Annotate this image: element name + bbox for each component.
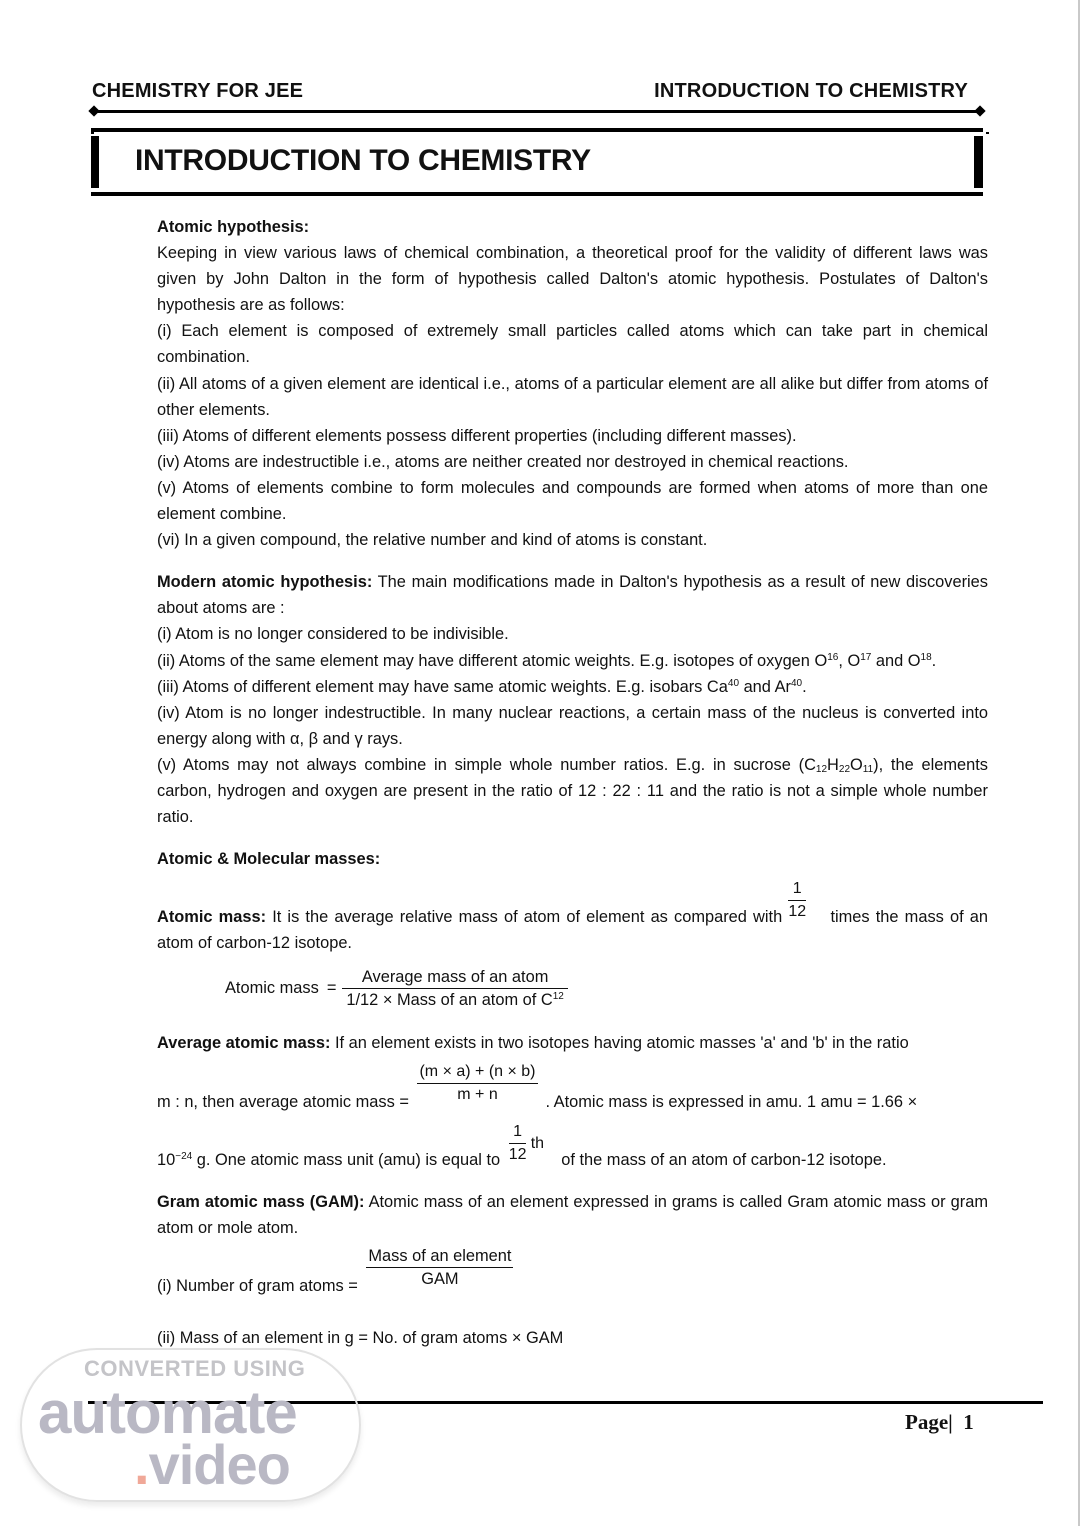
section-heading-modern-hypothesis: Modern atomic hypothesis: [157, 573, 373, 592]
modification-item: (iv) Atom is no longer indestructible. In many nuclear reactions, a certain mass of the nucleus is converted into energy along with α, β and γ rays. [157, 703, 988, 748]
average-atomic-mass-formula-line: m : n, then average atomic mass = (m × a) + (n × b) m + n . Atomic mass is expressed in amu. 1 amu = 1.66 × [157, 1062, 918, 1111]
page-number: Page| 1 [905, 1410, 974, 1434]
modification-item: (iii) Atoms of different element may have same atomic weights. E.g. isobars Ca$^{40}$ and Ar$^{40}$. [157, 677, 807, 696]
postulate-item: (i) Each element is composed of extremely small particles called atoms which can take part in chemical combination. [157, 322, 988, 367]
section-heading-masses: Atomic & Molecular masses: [157, 850, 381, 869]
fraction-one-twelfth: 1 12 [788, 880, 807, 921]
postulate-item: (vi) In a given compound, the relative number and kind of atoms is constant. [157, 531, 708, 550]
amu-definition: $10^{-24}$ g. One atomic mass unit (amu) is equal to 1 12 th of the mass of an atom of carbon-12 isotope. [157, 1122, 887, 1169]
gam-item: (ii) Mass of an element in g = No. of gram atoms × GAM [157, 1329, 564, 1347]
modification-item: (v) Atoms may not always combine in simple whole number ratios. E.g. in sucrose $(C_{12}H_{22}O_{11})$, the elements carbon, hydrogen and oxygen are present in the ratio of 12 : 22 : 11 and the ratio is not a simple whole number ratio. [157, 755, 988, 827]
watermark-logo-video: .video [134, 1433, 290, 1496]
modern-hypothesis-intro: Modern atomic hypothesis: The main modifications made in Dalton's hypothesis as a result of new discoveries about atoms are : [157, 573, 988, 618]
gram-atoms-fraction: Mass of an element GAM [368, 1246, 512, 1288]
header-rule [94, 110, 980, 113]
average-mass-fraction: (m × a) + (n × b) m + n [419, 1062, 536, 1103]
watermark-caption: CONVERTED USING [84, 1356, 306, 1381]
average-atomic-mass-definition: Average atomic mass: If an element exists in two isotopes having atomic masses 'a' and 'b' in the ratio [157, 1034, 909, 1053]
watermark-logo-automate: automate [38, 1379, 297, 1446]
fraction-one-twelfth-th: 1 12 [508, 1122, 527, 1163]
postulate-item: (ii) All atoms of a given element are identical i.e., atoms of a particular element are all alike but differ from atoms of other elements. [157, 374, 988, 419]
title-left-bar [91, 136, 99, 188]
postulate-item: (v) Atoms of elements combine to form molecules and compounds are formed when atoms of more than one element combine. [157, 478, 988, 524]
header-left: CHEMISTRY FOR JEE [92, 80, 304, 102]
header-right: INTRODUCTION TO CHEMISTRY [654, 80, 968, 102]
modification-item: (i) Atom is no longer considered to be indivisible. [157, 625, 509, 644]
postulate-item: (iv) Atoms are indestructible i.e., atoms are neither created nor destroyed in chemical reactions. [157, 452, 849, 471]
atomic-hypothesis-intro: Keeping in view various laws of chemical combination, a theoretical proof for the validity of different laws was given by John Dalton in the form of hypothesis called Dalton's atomic hypothesis. Postulates of Dalton's hypothesis are as follows: [157, 244, 988, 315]
page-content [157, 214, 988, 1351]
watermark-badge [20, 1348, 361, 1502]
postulate-item: (iii) Atoms of different elements possess different properties (including different masses). [157, 426, 797, 445]
gam-item: (i) Number of gram atoms = Mass of an element GAM [157, 1246, 512, 1295]
title-right-bar [974, 136, 983, 188]
atomic-mass-formula: Atomic mass = $\frac{\text{Average mass of an atom}}{1/12 \times Mass of an atom of C^{12}}$ [225, 962, 988, 1014]
chapter-title-box [91, 128, 983, 196]
chapter-title: INTRODUCTION TO CHEMISTRY [135, 144, 591, 177]
section-heading-atomic-hypothesis: Atomic hypothesis: [157, 218, 310, 236]
modification-item: (ii) Atoms of the same element may have different atomic weights. E.g. isotopes of oxygen $O^{16}$, $O^{17}$ and $O^{18}$. [157, 651, 937, 670]
gam-definition: Gram atomic mass (GAM): Atomic mass of an element expressed in grams is called Gram atomic mass or gram atom or mole atom. [157, 1192, 988, 1237]
atomic-mass-definition: Atomic mass: It is the average relative mass of atom of element as compared with 1 12 times the mass of an atom of carbon-12 isotope. [157, 880, 988, 953]
